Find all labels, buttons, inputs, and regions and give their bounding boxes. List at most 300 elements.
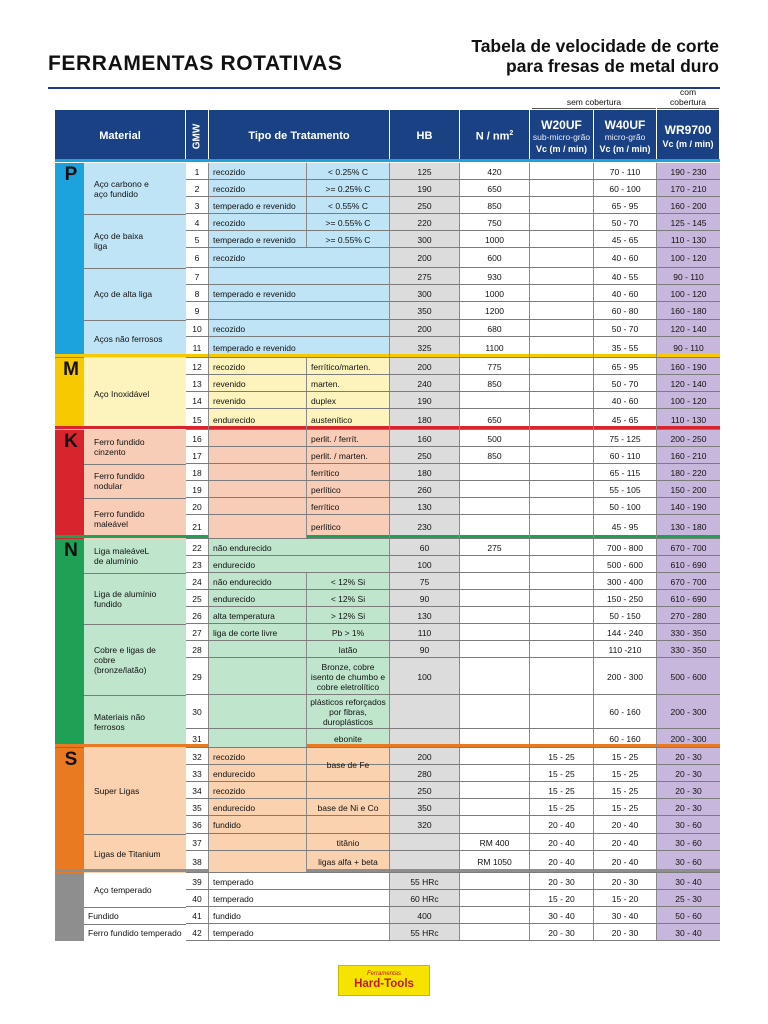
- nmm2-16: [460, 430, 530, 447]
- w40uf-2-text: 60 - 100: [609, 183, 641, 194]
- treatment-33-text: endurecido: [213, 768, 256, 779]
- treatment-empty-29: [209, 658, 307, 695]
- hb-7: [390, 268, 460, 285]
- w40uf-5: [594, 231, 657, 248]
- material-N-2: [90, 624, 186, 695]
- treatment-empty-28: [209, 641, 307, 658]
- gmw-35: [186, 799, 209, 816]
- treatment-5-text: temperado e revenido: [213, 234, 296, 245]
- hb-2: [390, 180, 460, 197]
- condition-38-text: ligas alfa + beta: [318, 857, 378, 867]
- coverage-with-line-2: cobertura: [670, 97, 706, 107]
- group-letter-K: K: [64, 431, 78, 452]
- gmw-6: [186, 248, 209, 268]
- nmm2-38-text: RM 1050: [477, 857, 512, 867]
- condition-29: [307, 658, 390, 695]
- gmw-8-text: 8: [194, 288, 200, 299]
- hb-12-text: 200: [417, 361, 432, 372]
- gmw-29: [186, 658, 209, 695]
- gmw-30-text: 30: [192, 707, 202, 717]
- header-treatment-label: Tipo de Tratamento: [248, 130, 350, 142]
- wr9700-35: [657, 799, 720, 816]
- nmm2-13: [460, 375, 530, 392]
- gmw-20: [186, 498, 209, 515]
- w20uf-38: [530, 851, 594, 873]
- gmw-24-text: 24: [192, 576, 202, 587]
- gmw-28-text: 28: [192, 644, 202, 655]
- hb-13: [390, 375, 460, 392]
- nmm2-11-text: 1100: [485, 342, 504, 353]
- wr9700-30-text: 200 - 300: [670, 707, 707, 717]
- w20uf-40-text: 15 - 20: [548, 893, 575, 904]
- hb-33-text: 280: [417, 768, 432, 779]
- w40uf-37: [594, 834, 657, 851]
- wr9700-24: [657, 573, 720, 590]
- treatment-15-text: endurecido: [213, 414, 256, 425]
- nmm2-9-text: 1200: [485, 306, 504, 316]
- w40uf-30: [594, 695, 657, 729]
- hb-3-text: 250: [417, 200, 432, 211]
- gmw-13: [186, 375, 209, 392]
- wr9700-26-text: 270 - 280: [670, 610, 707, 621]
- w40uf-14-text: 40 - 60: [611, 395, 639, 406]
- wr9700-3-text: 160 - 200: [670, 200, 707, 211]
- w40uf-26: [594, 607, 657, 624]
- treatment-27-text: liga de corte livre: [213, 627, 278, 638]
- gmw-7: [186, 268, 209, 285]
- w40uf-26-text: 50 - 150: [609, 610, 641, 621]
- nmm2-29: [460, 658, 530, 695]
- w40uf-4-text: 50 - 70: [611, 217, 639, 228]
- treatment-empty-30: [209, 695, 307, 729]
- hb-35-text: 350: [417, 802, 432, 813]
- nmm2-35: [460, 799, 530, 816]
- treatment-39-text: temperado: [213, 876, 254, 887]
- nmm2-17-text: 850: [487, 450, 502, 461]
- material-divider-H-1: [84, 907, 186, 908]
- gmw-11-text: 11: [192, 342, 202, 353]
- material-divider-K-1: [84, 464, 186, 465]
- w20uf-26: [530, 607, 594, 624]
- w40uf-7-text: 40 - 55: [611, 271, 639, 282]
- nmm2-13-text: 850: [487, 378, 502, 389]
- treatment-42: [209, 924, 390, 941]
- condition-17-text: perlit. / marten.: [311, 450, 368, 461]
- hb-24-text: 75: [419, 576, 430, 587]
- w40uf-17-text: 60 - 110: [609, 450, 641, 461]
- treatment-41-text: fundido: [213, 910, 241, 921]
- material-divider-N-3: [84, 695, 186, 696]
- treatment-36: [209, 816, 307, 834]
- condition-25: [307, 590, 390, 607]
- treatment-33: [209, 765, 307, 782]
- gmw-2: [186, 180, 209, 197]
- w40uf-16: [594, 430, 657, 447]
- gmw-6-text: 6: [194, 253, 200, 263]
- w40uf-11: [594, 337, 657, 358]
- gmw-42: [186, 924, 209, 941]
- gmw-9: [186, 302, 209, 320]
- wr9700-28-text: 330 - 350: [670, 644, 707, 655]
- nmm2-4-text: 750: [487, 217, 502, 228]
- wr9700-32-text: 20 - 30: [675, 751, 702, 762]
- gmw-34: [186, 782, 209, 799]
- hb-25-text: 90: [419, 593, 430, 604]
- treatment-empty-18: [209, 464, 307, 481]
- w40uf-40-text: 15 - 20: [611, 893, 639, 904]
- gmw-17: [186, 447, 209, 464]
- wr9700-1-text: 190 - 230: [670, 166, 707, 177]
- treatment-35-text: endurecido: [213, 802, 256, 813]
- header-w40-vc: Vc (m / min): [599, 144, 651, 154]
- wr9700-13-text: 120 - 140: [670, 378, 707, 389]
- wr9700-14: [657, 392, 720, 409]
- hb-1-text: 125: [417, 166, 432, 177]
- w40uf-21: [594, 515, 657, 539]
- treatment-24: [209, 573, 307, 590]
- wr9700-1: [657, 163, 720, 180]
- wr9700-32: [657, 748, 720, 765]
- condition-20: [307, 498, 390, 515]
- nmm2-24: [460, 573, 530, 590]
- gmw-23-text: 23: [192, 559, 202, 570]
- treatment-4-text: recozido: [213, 217, 246, 228]
- w40uf-29-text: 200 - 300: [607, 671, 643, 682]
- nmm2-10-text: 680: [487, 323, 502, 334]
- w20uf-13: [530, 375, 594, 392]
- nmm2-42: [460, 924, 530, 941]
- material-N-3: [90, 695, 186, 748]
- hb-12: [390, 358, 460, 375]
- wr9700-19: [657, 481, 720, 498]
- hb-20: [390, 498, 460, 515]
- condition-24-text: < 12% Si: [330, 576, 366, 587]
- gmw-41-text: 41: [192, 910, 202, 921]
- hb-21: [390, 515, 460, 539]
- treatment-22: [209, 539, 390, 556]
- w40uf-37-text: 20 - 40: [611, 837, 639, 848]
- wr9700-3: [657, 197, 720, 214]
- w40uf-5-text: 45 - 65: [611, 234, 639, 245]
- material-S-1: [90, 834, 186, 873]
- hb-9-text: 350: [417, 306, 432, 316]
- gmw-37: [186, 834, 209, 851]
- w20uf-34: [530, 782, 594, 799]
- w40uf-39-text: 20 - 30: [611, 876, 639, 887]
- w40uf-15: [594, 409, 657, 430]
- gmw-4: [186, 214, 209, 231]
- group-letter-N: N: [64, 540, 78, 561]
- w40uf-25: [594, 590, 657, 607]
- w20uf-29: [530, 658, 594, 695]
- nmm2-8: [460, 285, 530, 302]
- w40uf-6: [594, 248, 657, 268]
- wr9700-40-text: 25 - 30: [675, 893, 702, 904]
- material-P-3-text: Aços não ferrosos: [94, 334, 163, 344]
- w20uf-4: [530, 214, 594, 231]
- wr9700-27: [657, 624, 720, 641]
- w40uf-1: [594, 163, 657, 180]
- wr9700-7-text: 90 - 110: [673, 271, 704, 282]
- w20uf-30: [530, 695, 594, 729]
- wr9700-23-text: 610 - 690: [670, 559, 707, 570]
- gmw-33-text: 33: [192, 768, 202, 779]
- treatment-14-text: revenido: [213, 395, 246, 406]
- material-K-0-text: Ferro fundido cinzento: [94, 437, 145, 457]
- group-stripe-N: [55, 539, 84, 748]
- hb-6: [390, 248, 460, 268]
- w20uf-32: [530, 748, 594, 765]
- treatment-7-9-text: temperado e revenido: [213, 289, 296, 299]
- gmw-36-text: 36: [192, 820, 202, 830]
- condition-31: [307, 729, 390, 748]
- treatment-empty-20: [209, 498, 307, 515]
- condition-15-text: austenítico: [311, 414, 353, 425]
- gmw-31: [186, 729, 209, 748]
- w40uf-35-text: 15 - 25: [611, 802, 639, 813]
- header-w40uf: [594, 110, 657, 162]
- condition-30-text: plásticos reforçados por fibras, duroplásticos: [310, 697, 386, 727]
- condition-2: [307, 180, 390, 197]
- gmw-17-text: 17: [192, 450, 202, 461]
- wr9700-34-text: 20 - 30: [675, 785, 702, 796]
- w40uf-11-text: 35 - 55: [611, 342, 639, 353]
- condition-1: [307, 163, 390, 180]
- w40uf-36: [594, 816, 657, 834]
- w40uf-28: [594, 641, 657, 658]
- gmw-3-text: 3: [194, 200, 200, 211]
- treatment-24-text: não endurecido: [213, 576, 272, 587]
- wr9700-15: [657, 409, 720, 430]
- treatment-32: [209, 748, 307, 765]
- w20uf-18: [530, 464, 594, 481]
- nmm2-7: [460, 268, 530, 285]
- header-gmw-label: GMW: [191, 123, 203, 149]
- treatment-34: [209, 782, 307, 799]
- coverage-with-rule: [657, 108, 719, 109]
- treatment-empty-17: [209, 447, 307, 464]
- condition-3-text: < 0.55% C: [328, 200, 368, 211]
- wr9700-33: [657, 765, 720, 782]
- condition-19-text: perlítico: [311, 484, 341, 495]
- hb-9: [390, 302, 460, 320]
- wr9700-10-text: 120 - 140: [670, 323, 707, 334]
- gmw-1-text: 1: [194, 166, 200, 177]
- w40uf-23: [594, 556, 657, 573]
- w40uf-35: [594, 799, 657, 816]
- w40uf-20-text: 50 - 100: [609, 501, 641, 512]
- w20uf-14: [530, 392, 594, 409]
- w40uf-22-text: 700 - 800: [607, 542, 643, 553]
- nmm2-30: [460, 695, 530, 729]
- w20uf-1: [530, 163, 594, 180]
- gmw-40-text: 40: [192, 893, 202, 904]
- hb-42-text: 55 HRc: [410, 927, 439, 938]
- condition-37-text: titânio: [336, 837, 360, 848]
- w40uf-34: [594, 782, 657, 799]
- gmw-18: [186, 464, 209, 481]
- material-N-3-text: Materiais não ferrosos: [94, 711, 146, 732]
- hb-6-text: 200: [417, 253, 432, 263]
- treatment-23-text: endurecido: [213, 559, 256, 570]
- material-S-0-text: Super Ligas: [94, 786, 140, 796]
- gmw-14-text: 14: [192, 395, 202, 406]
- hb-42: [390, 924, 460, 941]
- hb-27-text: 110: [417, 627, 432, 638]
- group-letter-P: P: [64, 164, 78, 185]
- treatment-empty-37: [209, 834, 307, 851]
- w20uf-35-text: 15 - 25: [548, 802, 575, 813]
- hb-28: [390, 641, 460, 658]
- material-N-1-text: Liga de alumínio fundido: [94, 588, 157, 609]
- treatment-14: [209, 392, 307, 409]
- w20uf-38-text: 20 - 40: [548, 857, 575, 867]
- treatment-26-text: alta temperatura: [213, 610, 275, 621]
- wr9700-40: [657, 890, 720, 907]
- wr9700-8-text: 100 - 120: [670, 288, 707, 299]
- hb-24: [390, 573, 460, 590]
- gmw-37-text: 37: [192, 837, 202, 848]
- gmw-27: [186, 624, 209, 641]
- header-material-label: Material: [99, 130, 141, 142]
- gmw-33: [186, 765, 209, 782]
- header-w20-name: W20UF: [541, 118, 582, 132]
- nmm2-2: [460, 180, 530, 197]
- w40uf-20: [594, 498, 657, 515]
- material-divider-P-3: [84, 320, 186, 321]
- gmw-8: [186, 285, 209, 302]
- nmm2-2-text: 650: [487, 183, 502, 194]
- wr9700-17-text: 160 - 210: [670, 450, 707, 461]
- gmw-41: [186, 907, 209, 924]
- gmw-24: [186, 573, 209, 590]
- treatment-40-text: temperado: [213, 893, 254, 904]
- condition-12-text: ferrítico/marten.: [311, 361, 371, 372]
- w40uf-12-text: 65 - 95: [611, 361, 639, 372]
- wr9700-34: [657, 782, 720, 799]
- condition-20-text: ferrítico: [311, 501, 340, 512]
- header-w40-name: W40UF: [604, 118, 646, 132]
- wr9700-38: [657, 851, 720, 873]
- material-M-0: [90, 358, 186, 430]
- wr9700-29-text: 500 - 600: [670, 671, 707, 682]
- treatment-39: [209, 873, 390, 890]
- wr9700-37: [657, 834, 720, 851]
- group-bar-P: [55, 159, 720, 162]
- gmw-5: [186, 231, 209, 248]
- gmw-28: [186, 641, 209, 658]
- gmw-10-text: 10: [192, 323, 202, 334]
- w40uf-7: [594, 268, 657, 285]
- gmw-5-text: 5: [194, 234, 200, 245]
- hb-35: [390, 799, 460, 816]
- nmm2-26: [460, 607, 530, 624]
- w40uf-10: [594, 320, 657, 337]
- w20uf-42: [530, 924, 594, 941]
- gmw-32-text: 32: [192, 751, 202, 762]
- treatment-10-text: recozido: [213, 323, 246, 334]
- nmm2-5-text: 1000: [485, 234, 504, 245]
- w20uf-25: [530, 590, 594, 607]
- gmw-11: [186, 337, 209, 358]
- material-H-0-text: Aço temperado: [94, 885, 152, 895]
- header-wr-vc: Vc (m / min): [662, 139, 714, 149]
- nmm2-8-text: 1000: [485, 288, 504, 299]
- nmm2-41: [460, 907, 530, 924]
- header-w20-vc: Vc (m / min): [535, 144, 587, 154]
- material-K-1: [90, 464, 186, 498]
- w40uf-42: [594, 924, 657, 941]
- hb-17-text: 250: [417, 450, 432, 461]
- condition-13-text: marten.: [311, 378, 340, 389]
- w40uf-9-text: 60 - 80: [611, 306, 639, 316]
- w40uf-14: [594, 392, 657, 409]
- w40uf-31: [594, 729, 657, 748]
- wr9700-21: [657, 515, 720, 539]
- nmm2-16-text: 500: [487, 433, 502, 444]
- hb-32: [390, 748, 460, 765]
- wr9700-33-text: 20 - 30: [675, 768, 702, 779]
- gmw-1: [186, 163, 209, 180]
- hb-4: [390, 214, 460, 231]
- material-P-0-text: Aço carbono e aço fundido: [94, 178, 149, 199]
- gmw-25-text: 25: [192, 593, 202, 604]
- gmw-34-text: 34: [192, 785, 202, 796]
- header-w40-sub: micro-grão: [604, 132, 646, 142]
- hb-17: [390, 447, 460, 464]
- w20uf-35: [530, 799, 594, 816]
- nmm2-31: [460, 729, 530, 748]
- wr9700-4-text: 125 - 145: [670, 217, 707, 228]
- coverage-with-label: [657, 87, 719, 107]
- material-H-0: [90, 873, 186, 907]
- hb-41-text: 400: [417, 910, 432, 921]
- nmm2-6-text: 600: [487, 253, 502, 263]
- condition-21-text: perlítico: [311, 522, 341, 532]
- w20uf-31: [530, 729, 594, 748]
- treatment-10: [209, 320, 390, 337]
- hb-28-text: 90: [419, 644, 430, 655]
- condition-27-text: Pb > 1%: [331, 627, 365, 638]
- condition-15: [307, 409, 390, 430]
- gmw-38: [186, 851, 209, 873]
- w20uf-41-text: 30 - 40: [548, 910, 575, 921]
- wr9700-13: [657, 375, 720, 392]
- wr9700-6: [657, 248, 720, 268]
- w40uf-27: [594, 624, 657, 641]
- nmm2-37: [460, 834, 530, 851]
- wr9700-12: [657, 358, 720, 375]
- w20uf-5: [530, 231, 594, 248]
- treatment-11: [209, 337, 390, 358]
- material-S-1-text: Ligas de Titanium: [94, 848, 161, 859]
- wr9700-25-text: 610 - 690: [670, 593, 707, 604]
- gmw-26: [186, 607, 209, 624]
- w40uf-12: [594, 358, 657, 375]
- header-hb-label: HB: [416, 130, 433, 142]
- w40uf-3: [594, 197, 657, 214]
- coverage-without-rule: [532, 108, 656, 109]
- material-P-0: [90, 163, 186, 214]
- page-subtitle: [339, 36, 719, 76]
- hb-2-text: 190: [417, 183, 432, 194]
- material-N-0-text: Liga maleáveL de alumínio: [94, 546, 150, 566]
- subtitle-line-1: Tabela de velocidade de corte: [471, 36, 719, 56]
- nmm2-10: [460, 320, 530, 337]
- wr9700-9-text: 160 - 180: [670, 306, 707, 316]
- wr9700-36: [657, 816, 720, 834]
- hb-11-text: 325: [417, 342, 432, 353]
